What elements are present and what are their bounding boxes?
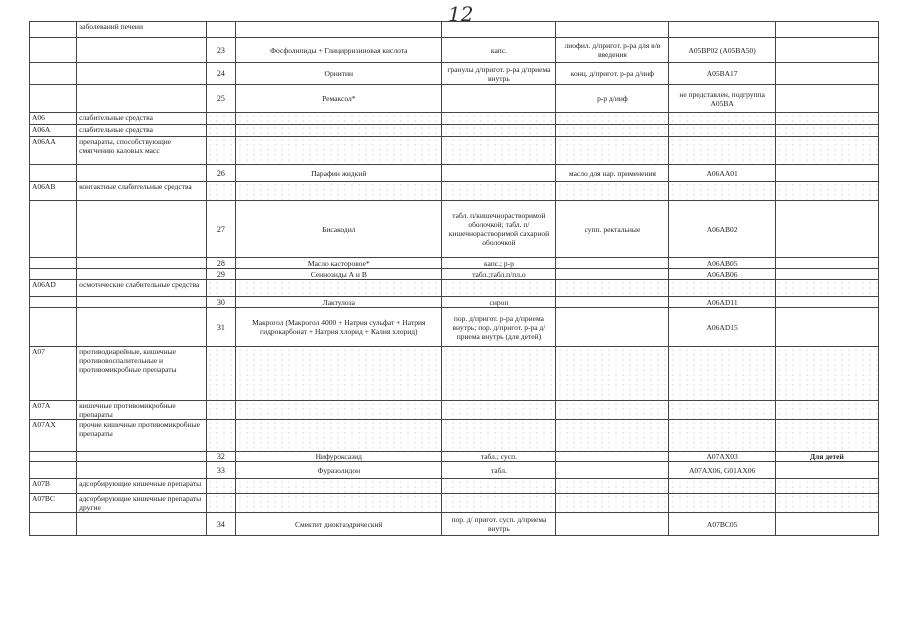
cell-form2 — [556, 308, 669, 347]
cell-num: 30 — [206, 297, 236, 308]
cell-code — [30, 452, 77, 462]
cell-note — [775, 63, 878, 85]
cell-atc — [669, 280, 775, 297]
table-row — [30, 125, 879, 137]
cell-form1: капс.; р-р — [442, 258, 556, 269]
cell-form2 — [556, 420, 669, 452]
cell-form1: табл. п/кишечнорастворимой оболочкой; табл. п/кишечнорастворимой сахарной оболочкой — [442, 201, 556, 258]
cell-atc: A06AA01 — [669, 165, 775, 182]
cell-num — [206, 347, 236, 401]
table-row — [30, 297, 879, 308]
cell-atc: A06AD15 — [669, 308, 775, 347]
cell-form1 — [442, 182, 556, 201]
cell-code — [30, 85, 77, 113]
cell-num: 27 — [206, 201, 236, 258]
cell-code — [30, 258, 77, 269]
table-row — [30, 22, 879, 38]
cell-form2 — [556, 258, 669, 269]
cell-note — [775, 401, 878, 420]
page-number: 12 — [448, 2, 474, 26]
cell-form1 — [442, 401, 556, 420]
cell-name — [236, 280, 442, 297]
cell-form2 — [556, 125, 669, 137]
cell-name: Орнитин — [236, 63, 442, 85]
cell-form1: гранулы д/пригот. р-ра д/приема внутрь — [442, 63, 556, 85]
cell-form1: капс. — [442, 38, 556, 63]
cell-form2 — [556, 280, 669, 297]
table-row — [30, 182, 879, 201]
cell-form1 — [442, 347, 556, 401]
cell-group — [77, 201, 206, 258]
cell-note — [775, 280, 878, 297]
cell-code: A07AX — [30, 420, 77, 452]
cell-atc — [669, 182, 775, 201]
cell-num: 25 — [206, 85, 236, 113]
cell-form2 — [556, 113, 669, 125]
cell-form1: табл. — [442, 462, 556, 479]
cell-form2 — [556, 22, 669, 38]
cell-form2 — [556, 513, 669, 536]
cell-note — [775, 494, 878, 513]
cell-name: Смектит диоктаэдрический — [236, 513, 442, 536]
cell-form2: лиофил. д/пригот. р-ра для в/в введения — [556, 38, 669, 63]
cell-code: A07A — [30, 401, 77, 420]
table-body — [30, 22, 879, 536]
cell-num — [206, 479, 236, 494]
cell-code — [30, 63, 77, 85]
cell-name — [236, 401, 442, 420]
medicines-table — [29, 21, 879, 536]
cell-atc — [669, 420, 775, 452]
table-row — [30, 63, 879, 85]
cell-form2 — [556, 297, 669, 308]
cell-form1 — [442, 420, 556, 452]
cell-code — [30, 38, 77, 63]
cell-form2 — [556, 462, 669, 479]
cell-group — [77, 258, 206, 269]
table-row — [30, 280, 879, 297]
cell-form1 — [442, 280, 556, 297]
cell-group: слабительные средства — [77, 125, 206, 137]
cell-group — [77, 297, 206, 308]
cell-name — [236, 137, 442, 165]
cell-atc: A06AB02 — [669, 201, 775, 258]
cell-atc — [669, 494, 775, 513]
table-row — [30, 308, 879, 347]
cell-form2: супп. ректальные — [556, 201, 669, 258]
cell-group — [77, 85, 206, 113]
cell-code — [30, 165, 77, 182]
cell-form2 — [556, 479, 669, 494]
cell-form1 — [442, 494, 556, 513]
cell-form2 — [556, 347, 669, 401]
cell-code: A06 — [30, 113, 77, 125]
table-row — [30, 113, 879, 125]
cell-num — [206, 420, 236, 452]
cell-form2 — [556, 452, 669, 462]
cell-name: Масло касторовое* — [236, 258, 442, 269]
cell-atc: A05BP02 (A05BA50) — [669, 38, 775, 63]
cell-group: кишечные противомикробные препараты — [77, 401, 206, 420]
table-row — [30, 513, 879, 536]
cell-note — [775, 22, 878, 38]
cell-note — [775, 258, 878, 269]
cell-name — [236, 479, 442, 494]
cell-num — [206, 22, 236, 38]
table-row — [30, 494, 879, 513]
cell-form1: пор. д/ пригот. сусп. д/приема внутрь — [442, 513, 556, 536]
cell-group: адсорбирующие кишечные препараты другие — [77, 494, 206, 513]
cell-code: A06AA — [30, 137, 77, 165]
cell-code: A06AB — [30, 182, 77, 201]
table-row — [30, 420, 879, 452]
cell-note — [775, 125, 878, 137]
table-row — [30, 38, 879, 63]
cell-form2: конц. д/пригот. р-ра д/инф — [556, 63, 669, 85]
table-row — [30, 165, 879, 182]
cell-group: осмотические слабительные средства — [77, 280, 206, 297]
cell-atc — [669, 347, 775, 401]
cell-atc — [669, 22, 775, 38]
cell-note — [775, 182, 878, 201]
cell-note — [775, 297, 878, 308]
cell-name: Фосфолипиды + Глицирризиновая кислота — [236, 38, 442, 63]
cell-group: заболеваний печени — [77, 22, 206, 38]
cell-note — [775, 201, 878, 258]
cell-code: A06AD — [30, 280, 77, 297]
cell-group — [77, 452, 206, 462]
cell-atc — [669, 113, 775, 125]
cell-code — [30, 201, 77, 258]
table-row — [30, 462, 879, 479]
cell-code: A07B — [30, 479, 77, 494]
table-row — [30, 201, 879, 258]
cell-num — [206, 182, 236, 201]
cell-num: 24 — [206, 63, 236, 85]
cell-name — [236, 494, 442, 513]
cell-note — [775, 165, 878, 182]
cell-name: Бисакодил — [236, 201, 442, 258]
cell-group — [77, 462, 206, 479]
table-row — [30, 269, 879, 280]
cell-name — [236, 420, 442, 452]
cell-code: A06A — [30, 125, 77, 137]
cell-name — [236, 125, 442, 137]
cell-group — [77, 165, 206, 182]
cell-name: Нифуроксазид — [236, 452, 442, 462]
cell-num: 23 — [206, 38, 236, 63]
cell-form1: пор. д/пригот. р-ра д/приема внутрь; пор. д/пригот. р-ра д/приема внутрь (для детей) — [442, 308, 556, 347]
cell-group — [77, 513, 206, 536]
cell-atc: A05BA17 — [669, 63, 775, 85]
cell-num: 32 — [206, 452, 236, 462]
cell-form2 — [556, 401, 669, 420]
cell-group: противодиарейные, кишечные противовоспалительные и противомикробные препараты — [77, 347, 206, 401]
cell-form1: табл.;табл.п/пл.о — [442, 269, 556, 280]
cell-note — [775, 38, 878, 63]
cell-code — [30, 22, 77, 38]
cell-group: препараты, способствующие смягчению каловых масс — [77, 137, 206, 165]
cell-code — [30, 308, 77, 347]
cell-atc: A07BC05 — [669, 513, 775, 536]
cell-note — [775, 113, 878, 125]
cell-form1 — [442, 125, 556, 137]
cell-form2 — [556, 269, 669, 280]
cell-atc — [669, 401, 775, 420]
cell-name — [236, 113, 442, 125]
cell-group: контактные слабительные средства — [77, 182, 206, 201]
cell-num — [206, 401, 236, 420]
cell-code — [30, 513, 77, 536]
cell-name: Сеннозиды А и В — [236, 269, 442, 280]
cell-code: A07 — [30, 347, 77, 401]
cell-atc — [669, 137, 775, 165]
cell-num — [206, 113, 236, 125]
cell-name — [236, 182, 442, 201]
cell-code: A07BC — [30, 494, 77, 513]
cell-form1 — [442, 479, 556, 494]
cell-atc: A07AX03 — [669, 452, 775, 462]
cell-form1: табл.; сусп. — [442, 452, 556, 462]
cell-num — [206, 137, 236, 165]
cell-name: Парафин жидкий — [236, 165, 442, 182]
cell-form2: масло для нар. применения — [556, 165, 669, 182]
cell-name: Макрогол (Макрогол 4000 + Натрия сульфат + Натрия гидрокарбонат + Натрия хлорид + Калия хлорид) — [236, 308, 442, 347]
table-row — [30, 452, 879, 462]
cell-form2 — [556, 494, 669, 513]
cell-form2: р-р д/инф — [556, 85, 669, 113]
cell-atc — [669, 479, 775, 494]
cell-form1 — [442, 85, 556, 113]
cell-form1 — [442, 137, 556, 165]
cell-form1 — [442, 22, 556, 38]
cell-atc: не представлен, подгруппа A05BA — [669, 85, 775, 113]
cell-atc — [669, 125, 775, 137]
cell-name: Фуразолидон — [236, 462, 442, 479]
cell-note — [775, 308, 878, 347]
cell-note — [775, 269, 878, 280]
cell-num: 34 — [206, 513, 236, 536]
cell-num — [206, 125, 236, 137]
cell-num: 26 — [206, 165, 236, 182]
table-row — [30, 258, 879, 269]
cell-atc: A07AX06, G01AX06 — [669, 462, 775, 479]
cell-name: Лактулоза — [236, 297, 442, 308]
cell-group — [77, 308, 206, 347]
cell-name — [236, 347, 442, 401]
table-row — [30, 401, 879, 420]
cell-group — [77, 38, 206, 63]
cell-num: 31 — [206, 308, 236, 347]
cell-form2 — [556, 182, 669, 201]
cell-note — [775, 479, 878, 494]
cell-form1 — [442, 113, 556, 125]
cell-group — [77, 63, 206, 85]
table-row — [30, 137, 879, 165]
cell-code — [30, 269, 77, 280]
cell-note — [775, 85, 878, 113]
cell-num: 28 — [206, 258, 236, 269]
cell-atc: A06AD11 — [669, 297, 775, 308]
cell-atc: A06AB06 — [669, 269, 775, 280]
table-row — [30, 479, 879, 494]
cell-num — [206, 280, 236, 297]
cell-atc: A06AB05 — [669, 258, 775, 269]
cell-note — [775, 462, 878, 479]
cell-group: прочие кишечные противомикробные препараты — [77, 420, 206, 452]
cell-num: 33 — [206, 462, 236, 479]
cell-note — [775, 347, 878, 401]
cell-note — [775, 137, 878, 165]
cell-num: 29 — [206, 269, 236, 280]
cell-code — [30, 462, 77, 479]
table-row — [30, 85, 879, 113]
cell-note: Для детей — [775, 452, 878, 462]
cell-form1: сироп — [442, 297, 556, 308]
cell-form2 — [556, 137, 669, 165]
cell-code — [30, 297, 77, 308]
cell-group: адсорбирующие кишечные препараты — [77, 479, 206, 494]
cell-form1 — [442, 165, 556, 182]
cell-num — [206, 494, 236, 513]
cell-group: слабительные средства — [77, 113, 206, 125]
cell-name — [236, 22, 442, 38]
table-row — [30, 347, 879, 401]
cell-name: Ремаксол* — [236, 85, 442, 113]
cell-group — [77, 269, 206, 280]
cell-note — [775, 513, 878, 536]
cell-note — [775, 420, 878, 452]
